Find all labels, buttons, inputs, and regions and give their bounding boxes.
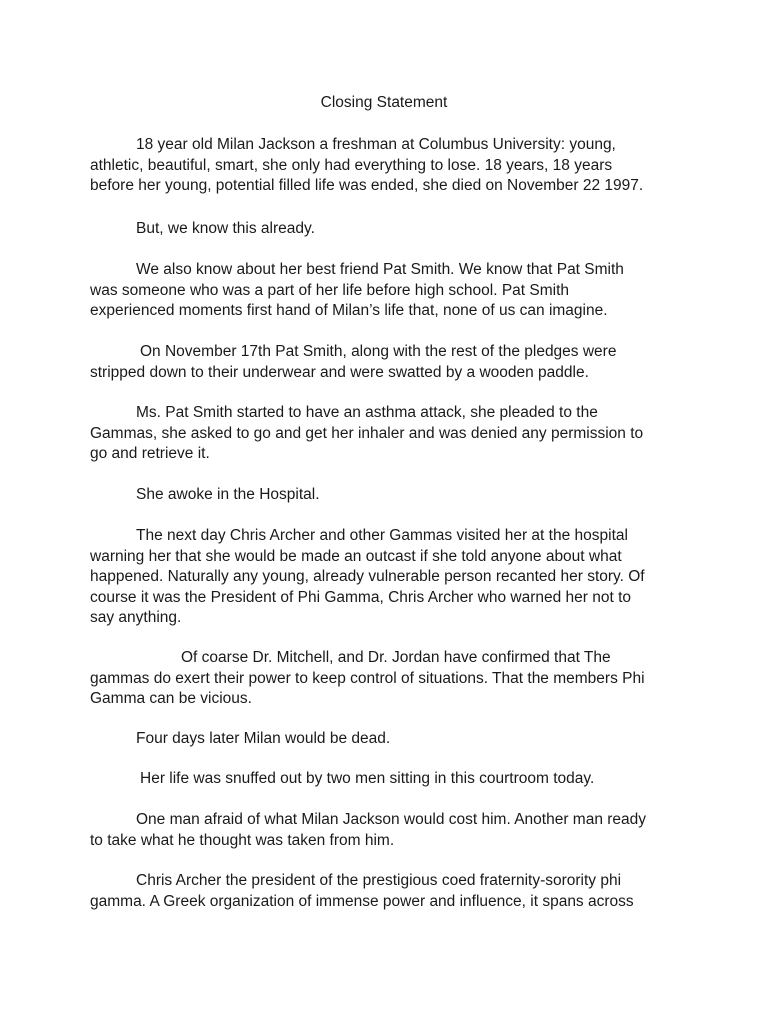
paragraph-line: One man afraid of what Milan Jackson would cost him. Another man ready [136, 811, 647, 828]
paragraph-line: Her life was snuffed out by two men sitting in this courtroom today. [140, 770, 595, 787]
paragraph-7 [90, 526, 690, 629]
paragraph-6 [90, 485, 690, 506]
paragraph-line: Ms. Pat Smith started to have an asthma attack, she pleaded to the [136, 404, 598, 421]
paragraph-line: go and retrieve it. [90, 445, 210, 462]
paragraph-9 [90, 729, 690, 750]
paragraph-line: happened. Naturally any young, already vulnerable person recanted her story. Of [90, 568, 645, 585]
document-title: Closing Statement [320, 94, 448, 111]
paragraph-line: gamma. A Greek organization of immense power and influence, it spans across [90, 892, 634, 910]
paragraph-5 [90, 403, 690, 465]
paragraph-10 [90, 769, 690, 790]
paragraph-line: But, we know this already. [136, 220, 315, 237]
paragraph-line: athletic, beautiful, smart, she only had everything to lose. 18 years, 18 years [90, 156, 613, 174]
paragraph-line: say anything. [90, 609, 182, 626]
paragraph-line: 18 year old Milan Jackson a freshman at Columbus University: young, [136, 136, 616, 153]
paragraph-1 [90, 135, 690, 197]
paragraph-line: to take what he thought was taken from him. [90, 831, 395, 849]
paragraph-line: Of coarse Dr. Mitchell, and Dr. Jordan have confirmed that The [181, 649, 611, 666]
paragraph-line: Gamma can be vicious. [90, 690, 252, 707]
paragraph-line: The next day Chris Archer and other Gammas visited her at the hospital [136, 527, 628, 544]
paragraph-line: We also know about her best friend Pat Smith. We know that Pat Smith [136, 261, 624, 278]
paragraph-4 [90, 342, 690, 383]
paragraph-line: warning her that she would be made an outcast if she told anyone about what [90, 547, 622, 565]
paragraph-line: Chris Archer the president of the prestigious coed fraternity-sorority phi [136, 872, 622, 889]
paragraph-line: gammas do exert their power to keep control of situations. That the members Phi [90, 669, 645, 687]
paragraph-11 [90, 810, 690, 851]
paragraph-line: stripped down to their underwear and were swatted by a wooden paddle. [90, 363, 589, 381]
paragraph-2 [90, 219, 690, 240]
paragraph-line: was someone who was a part of her life before high school. Pat Smith [90, 281, 570, 299]
paragraph-8 [90, 648, 690, 710]
paragraph-12 [90, 871, 690, 912]
paragraph-line: before her young, potential filled life was ended, she died on November 22 1997. [90, 177, 644, 194]
paragraph-line: Gammas, she asked to go and get her inhaler and was denied any permission to [90, 424, 644, 442]
paragraph-3 [90, 260, 690, 322]
paragraph-line: She awoke in the Hospital. [136, 486, 320, 503]
paragraph-line: experienced moments first hand of Milan’s life that, none of us can imagine. [90, 302, 608, 319]
paragraph-line: course it was the President of Phi Gamma, Chris Archer who warned her not to [90, 588, 632, 606]
paragraph-line: On November 17th Pat Smith, along with the rest of the pledges were [140, 343, 617, 360]
paragraph-line: Four days later Milan would be dead. [136, 730, 391, 747]
